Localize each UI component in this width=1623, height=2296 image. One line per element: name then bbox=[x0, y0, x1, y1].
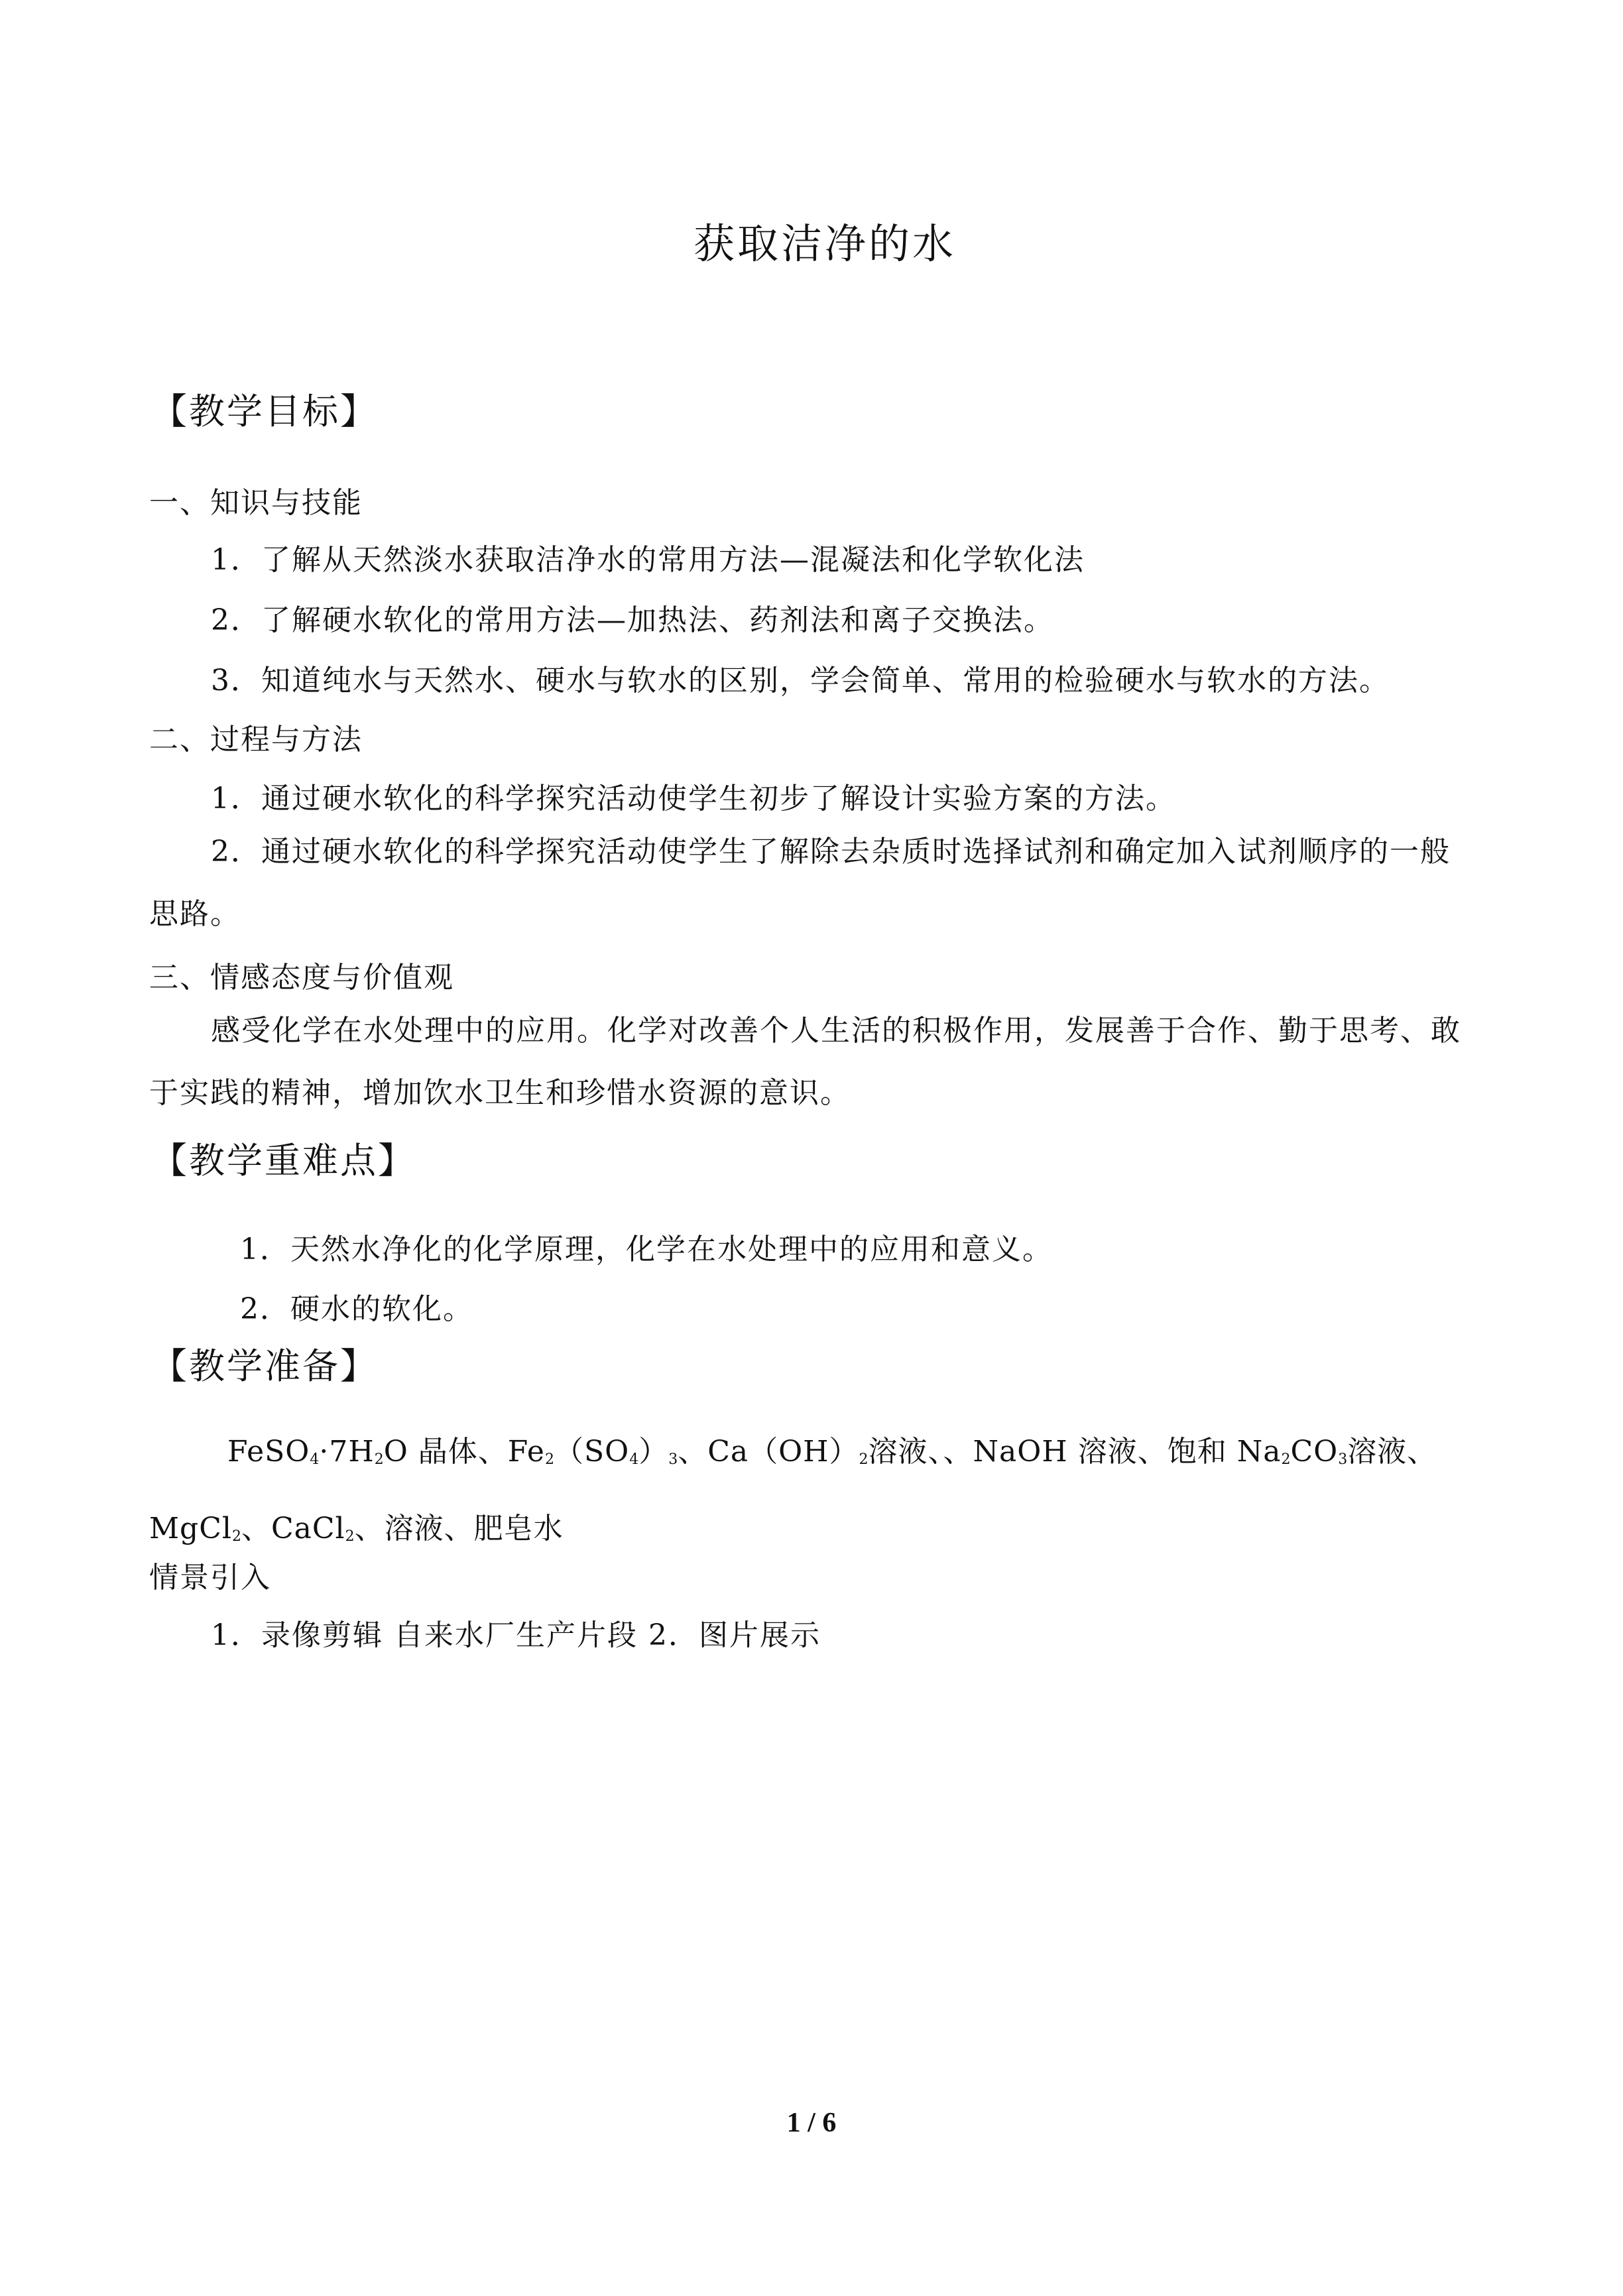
subscript: 3 bbox=[668, 1451, 678, 1468]
materials-list bbox=[149, 1418, 1482, 1571]
list-item-wrapped: 2．通过硬水软化的科学探究活动使学生了解除去杂质时选择试剂和确定加入试剂顺序的一般思路。 bbox=[149, 835, 1451, 931]
formula-text: 、CaCl bbox=[241, 1512, 345, 1545]
subheading-attitude-values: 三、情感态度与价值观 bbox=[149, 961, 454, 995]
subscript: 2 bbox=[859, 1451, 869, 1468]
paragraph-attitude: 感受化学在水处理中的应用。化学对改善个人生活的积极作用，发展善于合作、勤于思考、敢于实践的精神，增加饮水卫生和珍惜水资源的意识。 bbox=[149, 1014, 1461, 1110]
list-item: 1．录像剪辑 自来水厂生产片段 2．图片展示 bbox=[211, 1618, 821, 1652]
list-item: 2．了解硬水软化的常用方法—加热法、药剂法和离子交换法。 bbox=[211, 603, 1054, 637]
subscript: 2 bbox=[345, 1528, 355, 1545]
formula-text: FeSO bbox=[227, 1435, 310, 1469]
formula-text: ·7H bbox=[319, 1435, 375, 1469]
list-item: 3．知道纯水与天然水、硬水与软水的区别，学会简单、常用的检验硬水与软水的方法。 bbox=[211, 664, 1390, 697]
subheading-knowledge-skills: 一、知识与技能 bbox=[149, 486, 363, 520]
subscript: 4 bbox=[310, 1451, 320, 1468]
page-number: 1 / 6 bbox=[786, 2108, 837, 2138]
list-item: 1．通过硬水软化的科学探究活动使学生初步了解设计实验方案的方法。 bbox=[211, 782, 1176, 816]
list-item: 1．了解从天然淡水获取洁净水的常用方法—混凝法和化学软化法 bbox=[211, 543, 1085, 577]
list-item: 2．硬水的软化。 bbox=[240, 1292, 473, 1326]
formula-text: ） bbox=[638, 1435, 669, 1469]
document-title: 获取洁净的水 bbox=[693, 219, 956, 268]
formula-text: 、Ca（OH） bbox=[678, 1435, 859, 1469]
section-heading-objectives: 【教学目标】 bbox=[151, 391, 378, 432]
section-heading-preparation: 【教学准备】 bbox=[151, 1345, 378, 1387]
formula-text: （SO bbox=[554, 1435, 630, 1469]
formula-text: CO bbox=[1290, 1435, 1339, 1469]
subscript: 2 bbox=[231, 1528, 241, 1545]
subheading-scene-intro: 情景引入 bbox=[149, 1561, 271, 1595]
subscript: 4 bbox=[629, 1451, 639, 1468]
formula-text: 、溶液、肥皂水 bbox=[354, 1512, 564, 1545]
list-item: 1．天然水净化的化学原理，化学在水处理中的应用和意义。 bbox=[240, 1233, 1053, 1266]
subscript: 2 bbox=[1281, 1451, 1291, 1468]
subscript: 3 bbox=[1338, 1451, 1348, 1468]
subheading-process-method: 二、过程与方法 bbox=[149, 723, 363, 756]
formula-text: O 晶体、Fe bbox=[383, 1435, 545, 1469]
section-heading-key-points: 【教学重难点】 bbox=[151, 1140, 416, 1181]
subscript: 2 bbox=[544, 1451, 554, 1468]
formula-text: 溶液、MgCl bbox=[149, 1435, 1437, 1545]
formula-text: 溶液、、NaOH 溶液、饱和 Na bbox=[868, 1435, 1282, 1469]
subscript: 2 bbox=[374, 1451, 384, 1468]
